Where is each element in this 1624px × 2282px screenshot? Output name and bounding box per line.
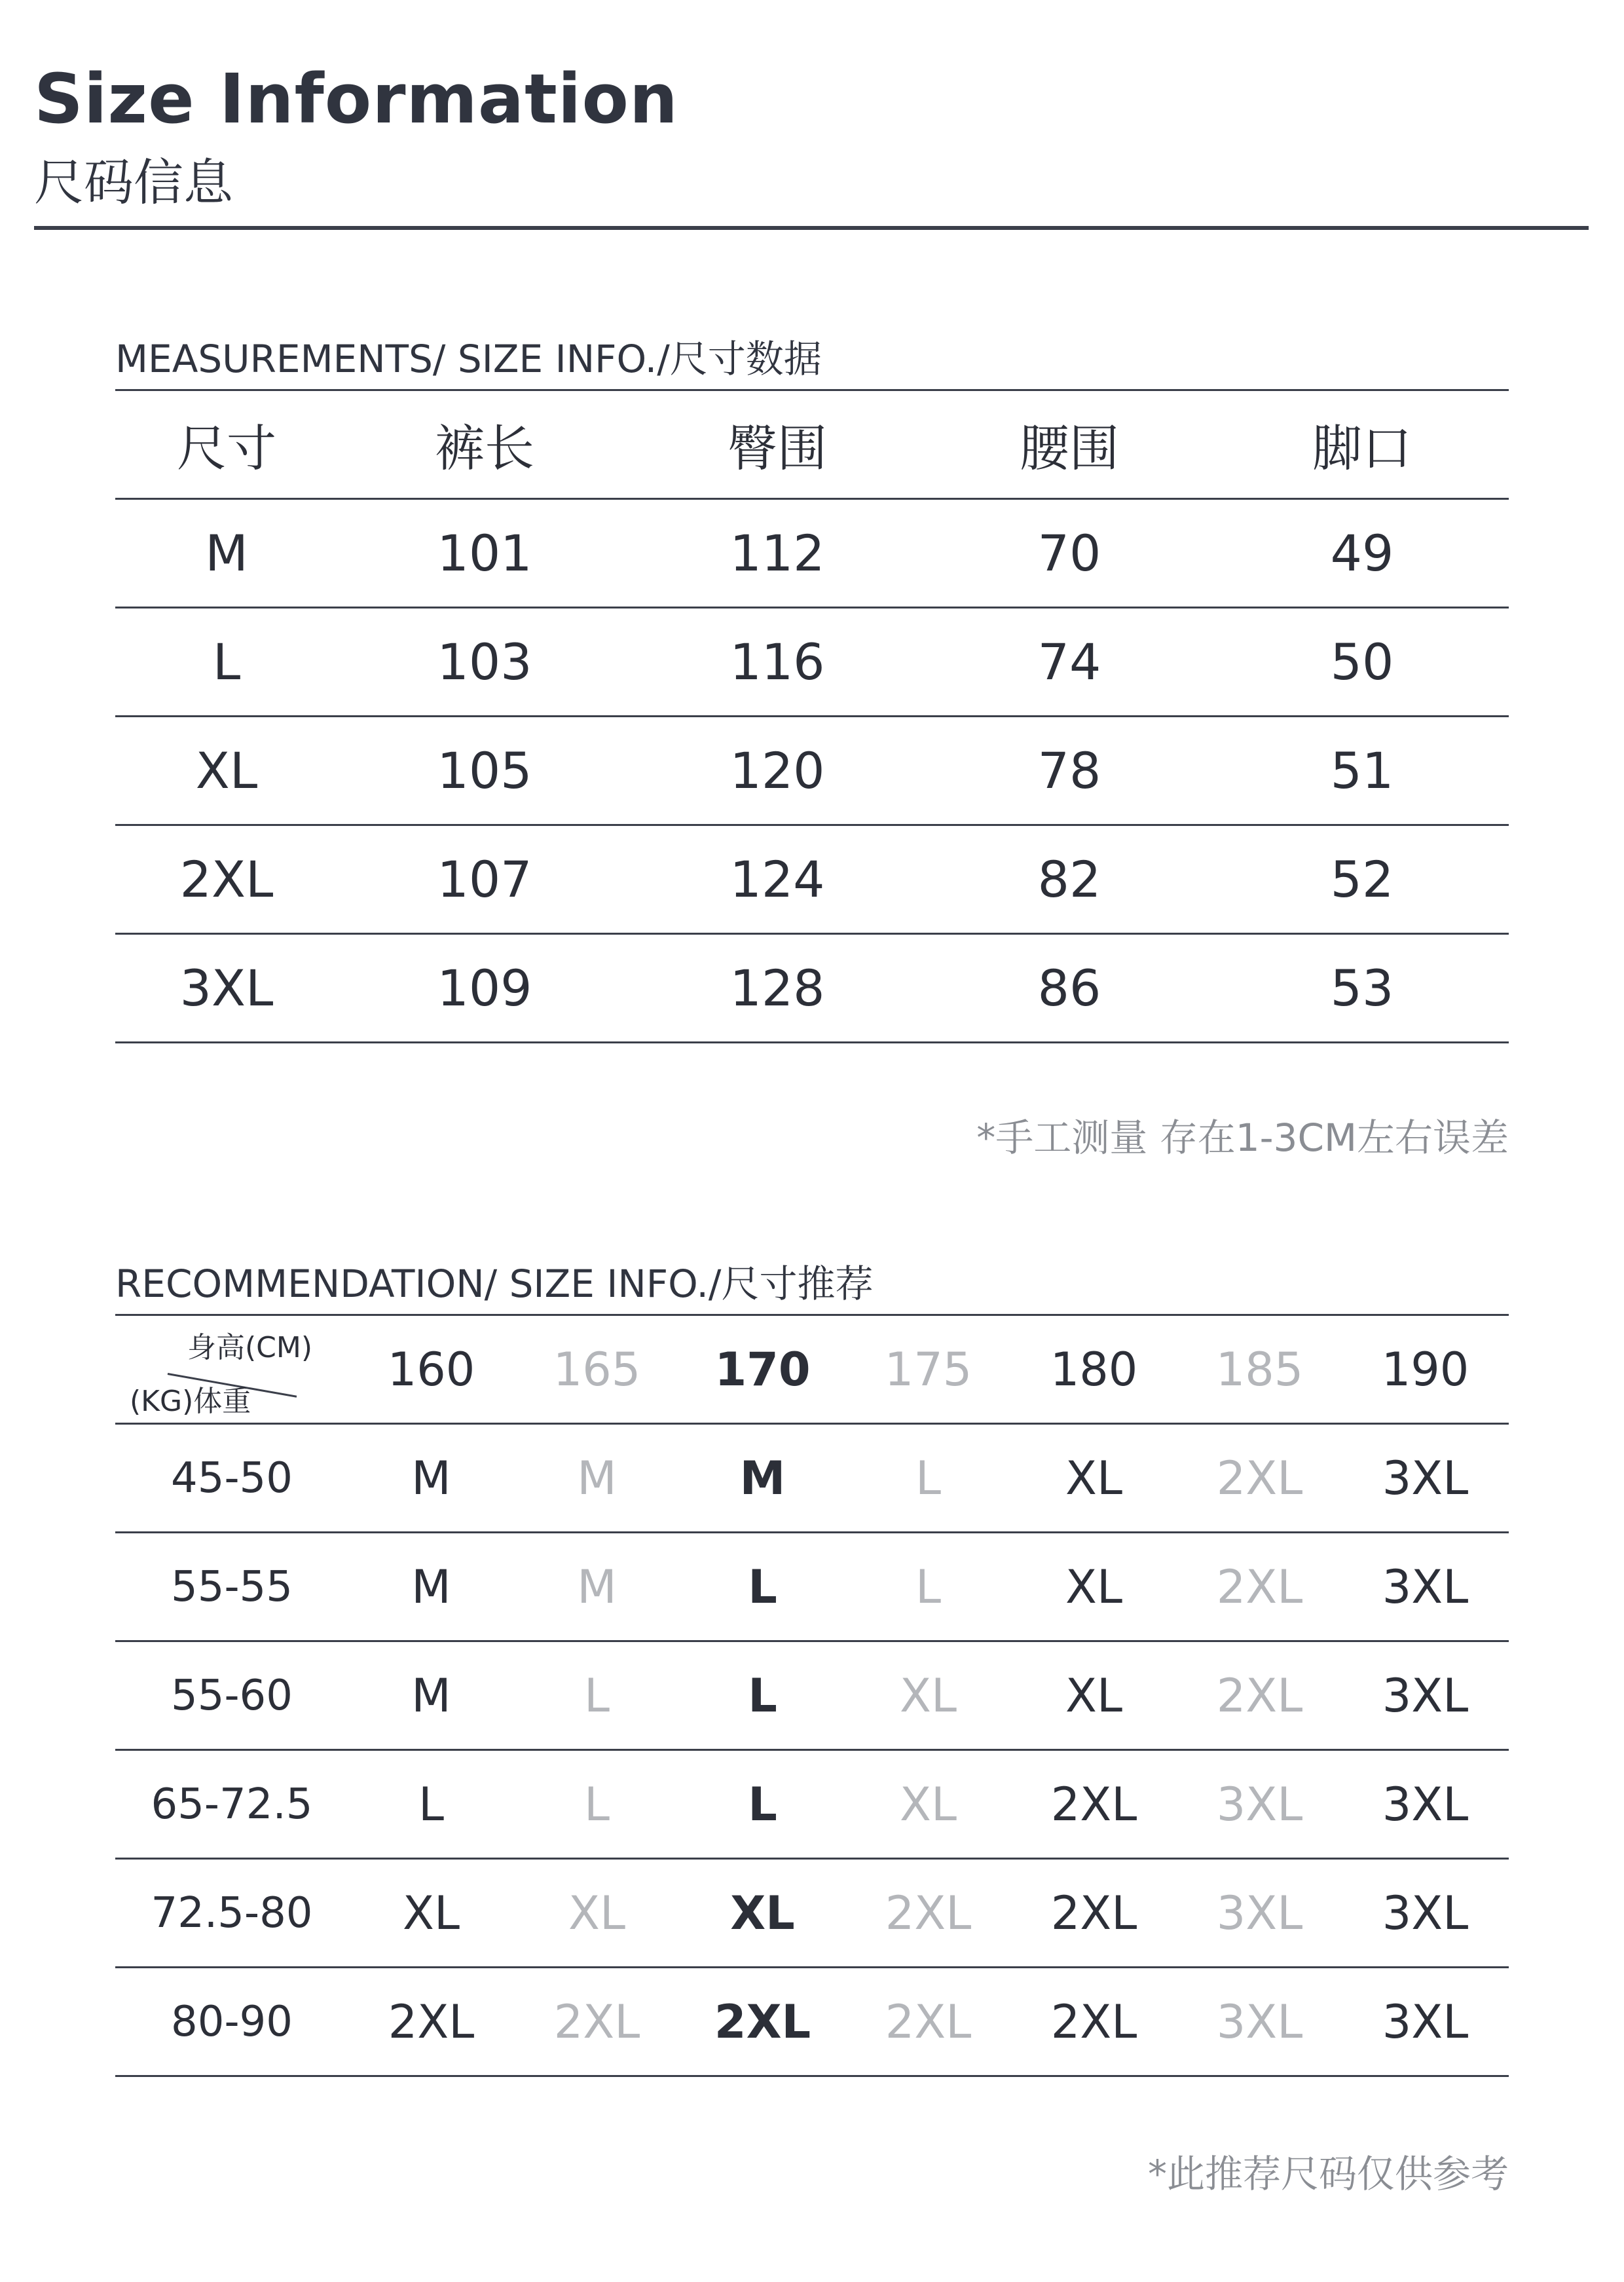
cell-hip: 120: [729, 741, 825, 800]
height-header: 190: [1381, 1342, 1469, 1396]
cell-hem: 52: [1330, 850, 1394, 908]
table-row: [115, 826, 1509, 935]
size-cell: L: [418, 1777, 444, 1831]
column-header-waist: 腰围: [1020, 419, 1119, 477]
size-cell: 3XL: [1216, 1886, 1303, 1940]
cell-waist: 82: [1037, 850, 1101, 908]
page-subtitle: 尺码信息: [34, 153, 233, 212]
size-cell: XL: [730, 1886, 795, 1940]
column-header-hem: 脚口: [1312, 419, 1412, 477]
cell-waist: 78: [1037, 741, 1101, 800]
height-header: 180: [1050, 1342, 1138, 1396]
cell-size: M: [205, 524, 248, 582]
size-cell: XL: [1065, 1451, 1122, 1505]
height-header: 165: [553, 1342, 641, 1396]
measurements-header-row: [115, 391, 1509, 500]
cell-length: 109: [437, 959, 532, 1017]
table-row: [115, 500, 1509, 608]
size-cell: M: [577, 1560, 617, 1614]
page-title: Size Information: [34, 59, 678, 139]
recommendation-note: *此推荐尺码仅供参考: [1147, 2152, 1509, 2196]
measurements-title: MEASUREMENTS/ SIZE INFO./尺寸数据: [115, 337, 822, 381]
size-cell: XL: [1065, 1560, 1122, 1614]
table-row: [115, 1751, 1509, 1860]
cell-size: XL: [195, 741, 258, 800]
cell-length: 101: [437, 524, 532, 582]
column-header-length: 裤长: [435, 419, 534, 477]
height-header: 170: [714, 1342, 811, 1396]
size-cell: XL: [900, 1777, 957, 1831]
size-cell: 3XL: [1382, 1451, 1469, 1505]
cell-hem: 49: [1330, 524, 1394, 582]
weight-label: 45-50: [171, 1453, 293, 1503]
recommendation-table: [115, 1314, 1509, 2077]
table-row: [115, 717, 1509, 826]
size-cell: 2XL: [1050, 1886, 1137, 1940]
table-row: [115, 1860, 1509, 1968]
size-cell: L: [584, 1668, 610, 1723]
table-row: [115, 1642, 1509, 1751]
measurement-note: *手工测量 存在1-3CM左右误差: [976, 1115, 1509, 1160]
cell-length: 107: [437, 850, 532, 908]
size-cell: 3XL: [1382, 1994, 1469, 2049]
table-row: [115, 1425, 1509, 1533]
size-cell: 2XL: [1050, 1994, 1137, 2049]
size-cell: 3XL: [1382, 1777, 1469, 1831]
size-cell: L: [748, 1668, 777, 1723]
column-header-hip: 臀围: [728, 419, 827, 477]
table-row: [115, 1968, 1509, 2077]
measurements-section: [115, 327, 1509, 1160]
table-row: [115, 1533, 1509, 1642]
table-row: [115, 608, 1509, 717]
height-header: 185: [1215, 1342, 1304, 1396]
cell-hip: 116: [729, 633, 825, 691]
column-header-size: 尺寸: [177, 419, 276, 477]
size-cell: 2XL: [1216, 1668, 1303, 1723]
weight-label: 55-55: [171, 1562, 293, 1611]
weight-axis-label: (KG)体重: [130, 1385, 251, 1418]
size-cell: 2XL: [1216, 1451, 1303, 1505]
size-cell: 3XL: [1216, 1777, 1303, 1831]
size-cell: 3XL: [1382, 1886, 1469, 1940]
cell-size: 3XL: [179, 959, 274, 1017]
cell-waist: 86: [1037, 959, 1101, 1017]
height-axis-label: 身高(CM): [187, 1331, 313, 1364]
size-cell: L: [748, 1777, 777, 1831]
header-divider: [34, 226, 1589, 230]
weight-label: 65-72.5: [151, 1780, 313, 1829]
cell-waist: 74: [1037, 633, 1101, 691]
size-cell: L: [915, 1451, 941, 1505]
recommendation-header-row: [115, 1316, 1509, 1425]
size-cell: M: [411, 1668, 451, 1723]
recommendation-title: RECOMMENDATION/ SIZE INFO./尺寸推荐: [115, 1262, 874, 1306]
cell-waist: 70: [1037, 524, 1101, 582]
cell-hip: 124: [729, 850, 825, 908]
corner-header: [115, 1316, 348, 1423]
cell-size: L: [212, 633, 241, 691]
size-cell: XL: [403, 1886, 460, 1940]
table-row: [115, 935, 1509, 1043]
size-cell: M: [739, 1451, 786, 1505]
size-cell: 2XL: [1050, 1777, 1137, 1831]
size-cell: L: [915, 1560, 941, 1614]
cell-hip: 128: [729, 959, 825, 1017]
size-cell: M: [411, 1560, 451, 1614]
size-cell: 3XL: [1382, 1668, 1469, 1723]
size-cell: 2XL: [388, 1994, 475, 2049]
size-cell: 3XL: [1216, 1994, 1303, 2049]
cell-hem: 51: [1330, 741, 1394, 800]
size-cell: XL: [900, 1668, 957, 1723]
size-cell: 2XL: [1216, 1560, 1303, 1614]
size-cell: XL: [1065, 1668, 1122, 1723]
height-header: 160: [387, 1342, 475, 1396]
cell-length: 105: [437, 741, 532, 800]
size-cell: M: [577, 1451, 617, 1505]
size-cell: L: [584, 1777, 610, 1831]
measurements-table: [115, 389, 1509, 1043]
cell-length: 103: [437, 633, 532, 691]
cell-hem: 50: [1330, 633, 1394, 691]
cell-hem: 53: [1330, 959, 1394, 1017]
size-cell: XL: [568, 1886, 625, 1940]
size-cell: 2XL: [553, 1994, 640, 2049]
size-cell: 2XL: [885, 1886, 972, 1940]
cell-hip: 112: [729, 524, 825, 582]
size-cell: 2XL: [714, 1994, 811, 2049]
size-cell: 3XL: [1382, 1560, 1469, 1614]
size-cell: M: [411, 1451, 451, 1505]
height-header: 175: [884, 1342, 972, 1396]
size-cell: 2XL: [885, 1994, 972, 2049]
weight-label: 72.5-80: [151, 1888, 313, 1937]
weight-label: 80-90: [171, 1997, 293, 2046]
recommendation-section: [115, 1252, 1509, 2196]
cell-size: 2XL: [179, 850, 274, 908]
weight-label: 55-60: [171, 1671, 293, 1720]
size-cell: L: [748, 1560, 777, 1614]
